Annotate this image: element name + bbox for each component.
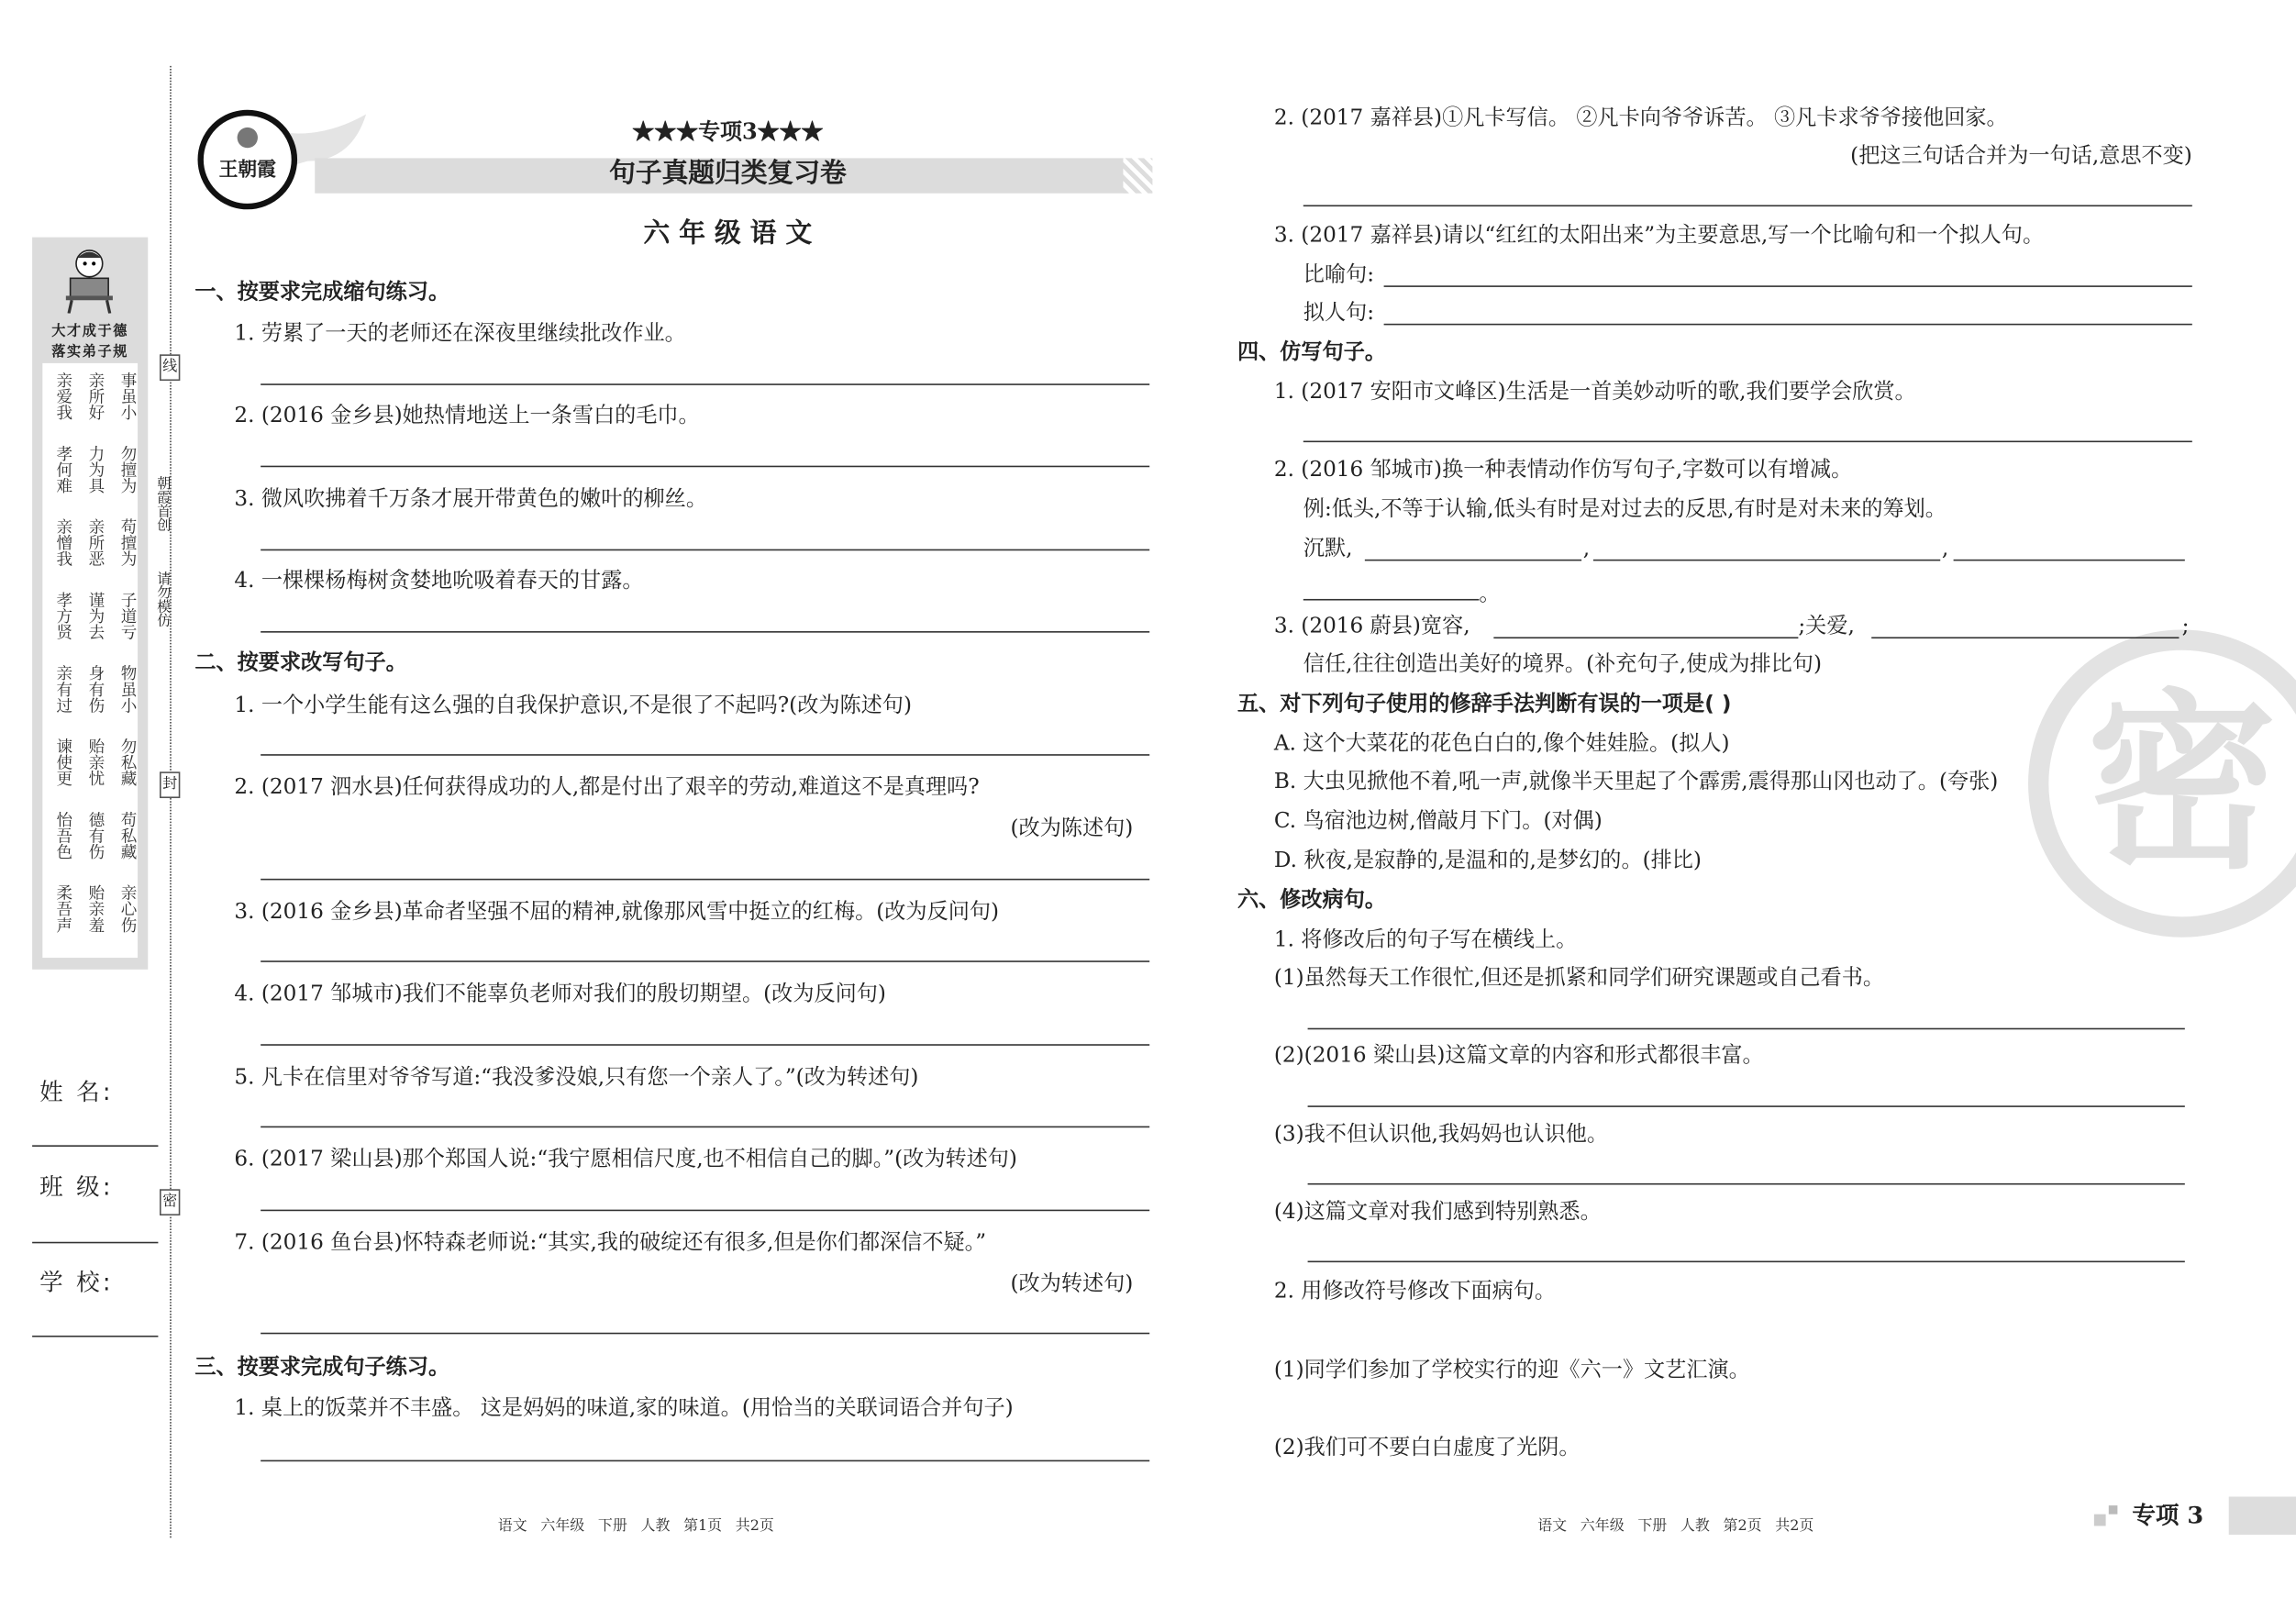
question: 1. 劳累了一天的老师还在深夜里继续批改作业。: [234, 322, 686, 346]
class-label: 班 级:: [39, 1172, 114, 1202]
watermark-seal: 密: [2028, 629, 2296, 937]
question: 4. (2017 邹城市)我们不能辜负老师对我们的殷切期望。(改为反问句): [234, 982, 886, 1006]
period: 。: [1479, 583, 1501, 606]
answer-line[interactable]: [1954, 560, 2185, 561]
question: 2. (2016 金乡县)她热情地送上一条雪白的毛巾。: [234, 404, 700, 428]
pattern-decoration: [1123, 158, 1152, 193]
answer-line[interactable]: [1365, 560, 1581, 561]
option-b[interactable]: B. 大虫见掀他不着,吼一声,就像半天里起了个霹雳,震得那山冈也动了。(夸张): [1273, 770, 1999, 794]
answer-line[interactable]: [261, 549, 1149, 551]
poem-line: 亲憎我: [54, 518, 73, 567]
question: 1. 将修改后的句子写在横线上。: [1273, 928, 1578, 952]
question: (4)这篇文章对我们感到特别熟悉。: [1273, 1201, 1602, 1225]
question: (1)同学们参加了学校实行的迎《六一》文艺汇演。: [1273, 1359, 1750, 1383]
answer-line[interactable]: [261, 754, 1149, 756]
question-note: (把这三句话合并为一句话,意思不变): [1850, 145, 2192, 169]
motto-line: 大才成于德: [51, 323, 129, 340]
name-field[interactable]: [32, 1145, 158, 1147]
poem-line: 亲所恶: [86, 518, 105, 567]
blank-prompt: 沉默,: [1303, 537, 1353, 561]
series-label: ★★★专项3★★★: [632, 118, 824, 146]
blank-prompt: ;关爱,: [1798, 615, 1855, 639]
answer-line[interactable]: [261, 1044, 1149, 1046]
question: 7. (2016 鱼台县)怀特森老师说:“其实,我的破绽还有很多,但是你们都深信不疑。”: [234, 1231, 987, 1256]
page-footer: 语文 六年级 下册 人教 第2页 共2页: [1537, 1518, 1814, 1536]
poem-line: 身有伤: [86, 664, 105, 714]
school-label: 学 校:: [39, 1268, 114, 1296]
section-heading: 三、按要求完成句子练习。: [194, 1356, 450, 1380]
option-a[interactable]: A. 这个大菜花的花色白白的,像个娃娃脸。(拟人): [1273, 732, 1730, 756]
question: (1)虽然每天工作很忙,但还是抓紧和同学们研究课题或自己看书。: [1273, 966, 1885, 991]
question: (3)我不但认识他,我妈妈也认识他。: [1273, 1123, 1609, 1147]
page-title: 句子真题归类复习卷: [609, 158, 847, 189]
logo-text: 王朝霞: [218, 160, 276, 182]
binding-line: [170, 66, 172, 1537]
class-field[interactable]: [32, 1242, 158, 1244]
binding-mark-top: 线: [160, 354, 180, 381]
notice-text: 朝霞首创: [153, 475, 171, 532]
school-field[interactable]: [32, 1336, 158, 1337]
poem-line: 勿擅为: [118, 445, 139, 494]
student-illustration-icon: [64, 246, 114, 313]
answer-line[interactable]: [261, 1333, 1149, 1335]
option-d[interactable]: D. 秋夜,是寂静的,是温和的,是梦幻的。(排比): [1273, 849, 1702, 873]
question: 3. 微风吹拂着千万条才展开带黄色的嫩叶的柳丝。: [234, 487, 707, 512]
answer-line[interactable]: [1493, 637, 1798, 638]
poem-line: 孝何难: [54, 445, 73, 494]
answer-line[interactable]: [1303, 599, 1480, 601]
notice-text: 请勿模仿: [153, 571, 171, 627]
answer-line[interactable]: [1303, 205, 2192, 206]
question: (2)我们可不要白白虚度了光阴。: [1273, 1437, 1581, 1460]
question: 1. 一个小学生能有这么强的自我保护意识,不是很了不起吗?(改为陈述句): [234, 694, 912, 718]
poem-line: 谨为去: [86, 591, 105, 640]
poem-line: 孝方贤: [54, 591, 73, 640]
section-heading: 一、按要求完成缩句练习。: [194, 281, 450, 305]
question: (2)(2016 梁山县)这篇文章的内容和形式都很丰富。: [1273, 1044, 1764, 1068]
poem-line: 德有伤: [86, 811, 105, 860]
section-heading: 二、按要求改写句子。: [194, 651, 407, 675]
section-heading: 六、修改病句。: [1237, 889, 1386, 913]
section-tab-label: 专项 3: [2132, 1501, 2204, 1529]
poem-line: 亲心伤: [118, 884, 139, 933]
sidebar-panel: [32, 238, 148, 970]
poem-line: 柔吾声: [54, 884, 73, 933]
question: 3. (2016 金乡县)革命者坚强不屈的精神,就像那风雪中挺立的红梅。(改为反问句): [234, 900, 1000, 925]
poem-line: 亲有过: [54, 664, 73, 714]
comma: ,: [1582, 537, 1591, 561]
comma: ,: [1941, 537, 1949, 561]
personification-line[interactable]: [1384, 324, 2192, 326]
page-footer: 语文 六年级 下册 人教 第1页 共2页: [497, 1518, 774, 1536]
poem-line: 事虽小: [118, 372, 139, 421]
question: 2. (2017 嘉祥县)①凡卡写信。 ②凡卡向爷爷诉苦。 ③凡卡求爷爷接他回家。: [1273, 106, 2008, 131]
poem-line: 亲所好: [86, 372, 105, 421]
answer-line[interactable]: [1308, 1105, 2185, 1107]
name-label: 姓 名:: [39, 1077, 114, 1106]
question: 4. 一棵棵杨梅树贪婪地吮吸着春天的甘露。: [234, 569, 644, 594]
question: 5. 凡卡在信里对爷爷写道:“我没爹没娘,只有您一个亲人了。”(改为转述句): [234, 1066, 919, 1090]
poem-line: 怡吾色: [54, 811, 73, 860]
option-c[interactable]: C. 鸟宿池边树,僧敲月下门。(对偶): [1273, 809, 1603, 834]
answer-line[interactable]: [1308, 1261, 2185, 1263]
motto-line: 落实弟子规: [51, 344, 129, 361]
question: 1. 桌上的饭菜并不丰盛。 这是妈妈的味道,家的味道。(用恰当的关联词语合并句子): [234, 1396, 1014, 1421]
question: 3. (2017 嘉祥县)请以“红红的太阳出来”为主要意思,写一个比喻句和一个拟人句。: [1273, 224, 2045, 248]
poem-box: [42, 363, 138, 958]
poem-line: 苟擅为: [118, 518, 139, 567]
question: 1. (2017 安阳市文峰区)生活是一首美妙动听的歌,我们要学会欣赏。: [1273, 381, 1916, 405]
question: 6. (2017 梁山县)那个郑国人说:“我宁愿相信尺度,也不相信自己的脚。”(改为转述句): [234, 1148, 1017, 1172]
poem-line: 力为具: [86, 445, 105, 494]
section-heading: 四、仿写句子。: [1237, 340, 1386, 365]
answer-line[interactable]: [1308, 1183, 2185, 1185]
poem-line: 亲爱我: [54, 372, 73, 421]
metaphor-label: 比喻句:: [1303, 263, 1375, 287]
metaphor-line[interactable]: [1384, 285, 2192, 287]
answer-line[interactable]: [261, 631, 1149, 633]
poem-line: 贻亲羞: [86, 884, 105, 933]
question-note: (改为转述句): [1010, 1272, 1134, 1296]
answer-line[interactable]: [261, 466, 1149, 468]
question: 2. (2017 泗水县)任何获得成功的人,都是付出了艰辛的劳动,难道这不是真理吗?: [234, 776, 980, 800]
answer-line[interactable]: [1308, 1028, 2185, 1030]
poem-line: 子道亏: [118, 591, 139, 640]
poem-line: 苟私藏: [118, 811, 139, 860]
binding-mark-bottom: 密: [160, 1189, 180, 1215]
answer-line[interactable]: [261, 1126, 1149, 1128]
poem-line: 物虽小: [118, 664, 139, 714]
question-note: (改为陈述句): [1010, 816, 1134, 841]
question: 3. (2016 蔚县)宽容,: [1273, 615, 1470, 639]
question: 2. (2016 邹城市)换一种表情动作仿写句子,字数可以有增减。: [1273, 458, 1853, 483]
answer-line[interactable]: [1303, 441, 2192, 443]
semicolon: ;: [2181, 615, 2190, 639]
section-heading: 五、对下列句子使用的修辞手法判断有误的一项是( ): [1237, 693, 1732, 716]
answer-line[interactable]: [261, 879, 1149, 881]
page-subtitle: 六 年 级 语 文: [643, 217, 813, 250]
poem-line: 贻亲忧: [86, 738, 105, 787]
answer-line[interactable]: [261, 383, 1149, 385]
question: 2. 用修改符号修改下面病句。: [1273, 1280, 1557, 1304]
personification-label: 拟人句:: [1303, 301, 1375, 326]
answer-line[interactable]: [261, 1210, 1149, 1212]
binding-mark-middle: 封: [160, 771, 180, 798]
answer-line[interactable]: [261, 960, 1149, 962]
example-text: 例:低头,不等于认输,低头有时是对过去的反思,有时是对未来的筹划。: [1303, 497, 1947, 522]
poem-line: 勿私藏: [118, 738, 139, 787]
section-tab: [2094, 1497, 2296, 1536]
poem-line: 谏使更: [54, 738, 73, 787]
answer-line[interactable]: [261, 1460, 1149, 1462]
answer-line[interactable]: [1593, 560, 1940, 561]
question: 信任,往往创造出美好的境界。(补充句子,使成为排比句): [1303, 652, 1822, 677]
answer-line[interactable]: [1871, 637, 2179, 638]
brand-logo: [198, 110, 298, 210]
